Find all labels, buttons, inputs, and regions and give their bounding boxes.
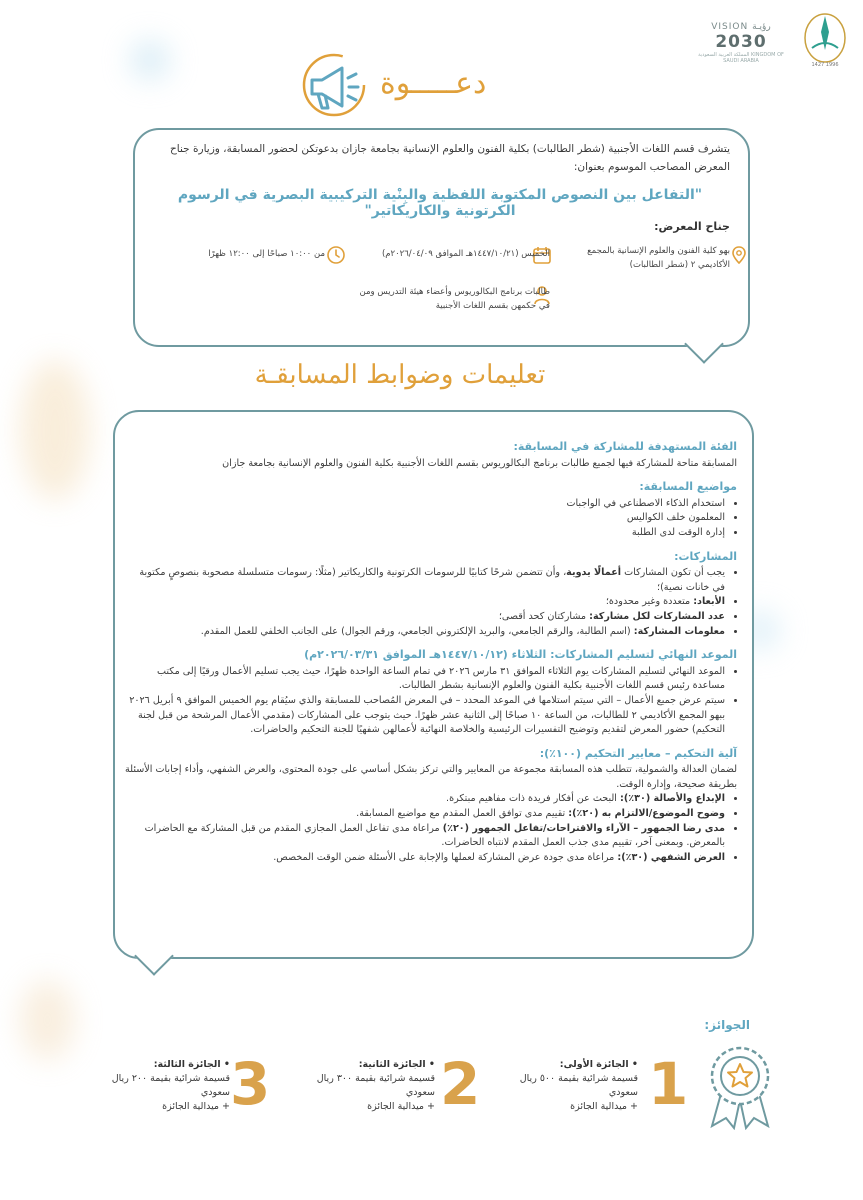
exhibit-audience: طالبات برنامج البكالوريوس وأعضاء هيئة التدريس ومن في حكمهن بقسم اللغات الأجنبية xyxy=(359,287,550,311)
list-item: • مدى رضا الجمهور – الآراء والاقتراحات/تفاعل الجمهور (٢٠٪) مراعاة مدى تفاعل العمل المجازي المقدم من قبل المشاركة مع الحاضرات بالمعرض. وبمعنى آخر، تقييم مدى جذب العمل المقدم لانتباه الحاضرات. xyxy=(125,822,725,851)
exhibit-time: من ١٠:٠٠ صباحًا إلى ١٢:٠٠ ظهرًا xyxy=(208,249,325,259)
rules-title: تعليمات وضوابط المسابقـة xyxy=(254,360,546,390)
vision-2030-logo: VISION رؤيـة 2030 المملكة العربية السعودية KINGDOM OF SAUDI ARABIA xyxy=(698,22,784,64)
section-heading: مواضيع المسابقة: xyxy=(639,480,737,494)
prize-first: • الجائزة الأولى: قسيمة شرائية بقيمة ٥٠٠ ريال سعودي + ميدالية الجائزة xyxy=(519,1059,638,1112)
location-pin-icon xyxy=(732,246,746,264)
decor-blob xyxy=(20,980,75,1060)
exhibit-title: "التفاعل بين النصوص المكتوبة اللفظية والبِنْية التركيبية البصرية في الرسوم الكرتونية والكاريكاتير" xyxy=(177,187,703,219)
exhibit-date: الخميس (١٤٤٧/١٠/٢١هـ الموافق ٢٠٢٦/٠٤/٠٩م) xyxy=(381,249,550,259)
entries-section xyxy=(125,550,737,640)
list-item: • سيتم عرض جميع الأعمال – التي سيتم استلامها في الموعد المحدد – في المعرض المُصاحب للمسابقة والذي سيُقام يوم الخميس الموافق ٩ أبريل ٢٠٢٦ ببهو المجمع الأكاديمي ٢ للطالبات، من الساعة ١٠ صباحًا إلى الثانية عشر ظهرًا. حيث يتوجب على المشاركات (مقدمي الأعمال المرشحة من قبل لجنة التحكيم) حضور المعرض لتقديم وتوضيح التفسيرات الرئيسية والخلاصة النهائية لأعمالهن شفهيًا للجنة التحكيم والحاضرات. xyxy=(125,694,725,738)
prizes-label: الجوائز: xyxy=(704,1018,750,1032)
medal-icon xyxy=(700,1040,780,1130)
megaphone-icon xyxy=(292,48,372,118)
rules-content xyxy=(125,440,737,874)
judging-section xyxy=(125,747,737,866)
university-logo xyxy=(802,10,848,70)
topics-section xyxy=(125,480,737,540)
prize-number: 3 xyxy=(230,1050,271,1118)
booth-label: جناح المعرض: xyxy=(654,220,730,233)
invitation-intro: يتشرف قسم اللغات الأجنبية (شطر الطالبات) بكلية الفنون والعلوم الإنسانية بجامعة جازان بدعوتكن لحضور المسابقة، وزيارة جناح المعرض المصاحب الموسوم بعنوان: xyxy=(170,143,730,173)
prize-number: 1 xyxy=(648,1050,689,1118)
list-item: • الأبعاد: متعددة وغير محدودة؛ xyxy=(125,595,725,610)
list-item: • الإبداع والأصالة (٣٠٪): البحث عن أفكار فريدة ذات مفاهيم مبتكرة. xyxy=(125,792,725,807)
section-heading: الفئة المستهدفة للمشاركة في المسابقة: xyxy=(513,440,737,453)
list-item: • معلومات المشاركة: (اسم الطالبة، والرقم الجامعي، والبريد الإلكتروني الجامعي، ورقم الجوال) على الجانب الخلفي للعمل المقدم. xyxy=(125,625,725,640)
judging-intro: لضمان العدالة والشمولية، تتطلب هذه المسابقة مجموعة من المعايير والتي تركز بشكل أساسي على جودة المحتوى، والعرض الشفهي، وأداء إجابات الأسئلة بطريقة صحيحة، وإدارة الوقت. xyxy=(125,764,737,790)
list-item: • العرض الشفهي (٣٠٪): مراعاة مدى جودة عرض المشاركة لعملها والإجابة على الأسئلة ضمن الوقت المخصص. xyxy=(125,851,725,866)
list-item: • وضوح الموضوع/الالتزام به (٢٠٪): تقييم مدى توافق العمل المقدم مع مواضيع المسابقة. xyxy=(125,807,725,822)
list-item: • الموعد النهائي لتسليم المشاركات يوم الثلاثاء الموافق ٣١ مارس ٢٠٢٦ في تمام الساعة الواحدة ظهرًا، حيث يجب تسليم الأعمال ورقيًا إلى مكتب مساعدة رئيس قسم اللغات الأجنبية بكلية الفنون والعلوم الإنسانية بشطر الطالبات. xyxy=(125,665,725,694)
list-item: • المعلمون خلف الكواليس xyxy=(125,511,725,526)
prize-number: 2 xyxy=(440,1050,481,1118)
invitation-title: دعـــــوة xyxy=(380,66,487,101)
decor-blob xyxy=(130,40,170,80)
list-item: • يجب أن تكون المشاركات أعمالًا يدوية، وأن تتضمن شرحًا كتابيًا للرسومات الكرتونية والكاريكاتير (مثلًا: رسومات متسلسلة مصحوبة بنصوصٍ مكتوبة في خانات نصية)؛ xyxy=(125,566,725,595)
section-heading: آلية التحكيم – معايير التحكيم (١٠٠٪): xyxy=(539,746,737,760)
list-item: • عدد المشاركات لكل مشاركة: مشاركتان كحد أقصى؛ xyxy=(125,610,725,625)
list-item: • إدارة الوقت لدى الطلبة xyxy=(125,526,725,541)
prize-third: • الجائزة الثالثة: قسيمة شرائية بقيمة ٢٠٠ ريال سعودي + ميدالية الجائزة xyxy=(111,1059,230,1112)
svg-text:1427 1996: 1427 1996 xyxy=(811,62,839,68)
target-section xyxy=(125,440,737,471)
decor-blob xyxy=(20,360,90,500)
section-heading: الموعد النهائي لتسليم المشاركات: الثلاثاء (١٤٤٧/١٠/١٢هـ الموافق ٢٠٢٦/٠٣/٣١م) xyxy=(304,648,737,662)
clock-icon xyxy=(326,245,346,265)
exhibit-location: بهو كلية الفنون والعلوم الإنسانية بالمجمع الأكاديمي ٢ (شطر الطالبات) xyxy=(587,246,730,270)
target-text: المسابقة متاحة للمشاركة فيها لجميع طالبات برنامج البكالوريوس بقسم اللغات الأجنبية بكلية الفنون والعلوم الإنسانية بجامعة جازان xyxy=(222,457,737,469)
list-item: • استخدام الذكاء الاصطناعي في الواجبات xyxy=(125,497,725,512)
deadline-section xyxy=(125,648,737,738)
prize-second: • الجائزة الثانية: قسيمة شرائية بقيمة ٣٠٠ ريال سعودي + ميدالية الجائزة xyxy=(316,1059,435,1112)
section-heading: المشاركات: xyxy=(674,549,737,563)
